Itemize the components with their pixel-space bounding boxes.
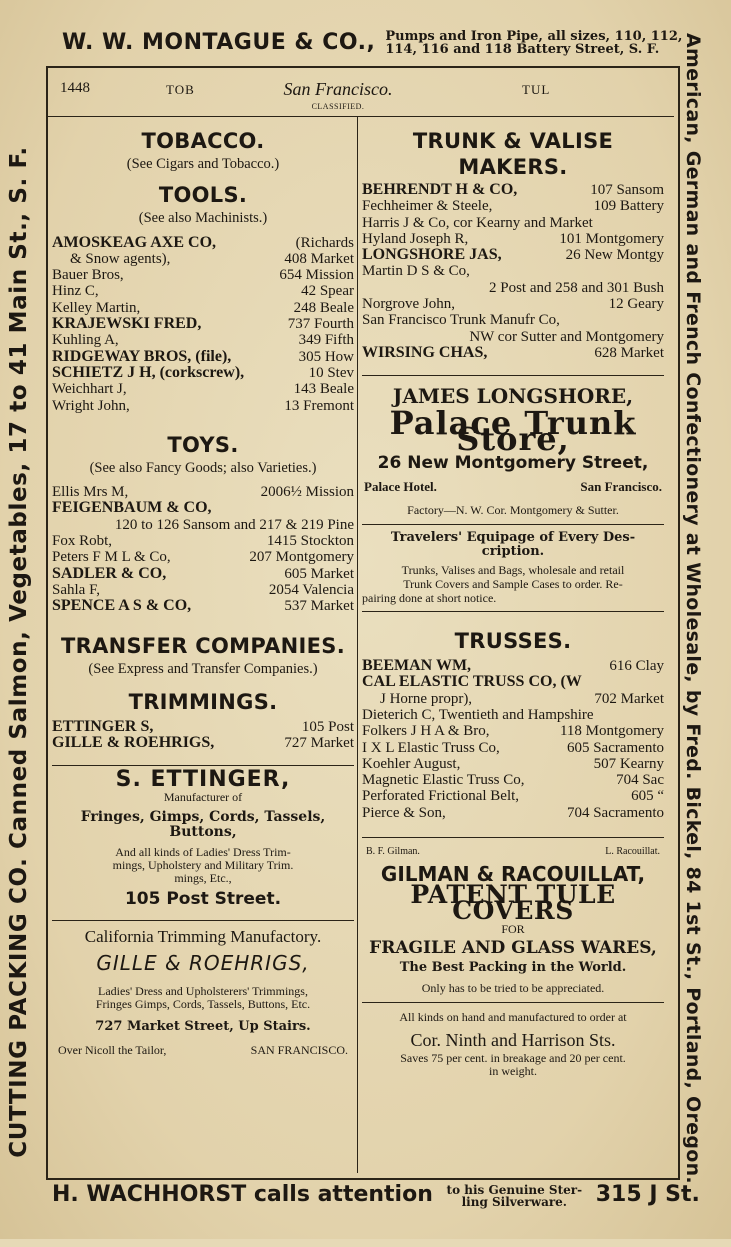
list-item: J Horne propr), 702 Market (380, 690, 664, 707)
top-advertisement (62, 30, 691, 64)
trunk-list (362, 182, 664, 280)
longshore-ad-line: pairing done at short notice. (362, 591, 497, 606)
header-left-key: TOB (166, 82, 195, 97)
list-item: WIRSING CHAS, 628 Market (362, 343, 664, 361)
top-ad-line1: Pumps and Iron Pipe, all sizes, 110, 112, (385, 29, 683, 44)
list-item: NW cor Sutter and Montgomery (469, 328, 664, 345)
page-number: 1448 (60, 80, 90, 96)
section-title-toys: TOYS. (167, 432, 239, 457)
entry-name: Norgrove John, (362, 296, 456, 313)
side-advertisement-left: CUTTING PACKING CO. Canned Salmon, Vegetables, 17 to 41 Main St., S. F. (6, 146, 32, 1158)
bottom-advertisement (52, 1182, 700, 1209)
list-item (362, 312, 664, 328)
entry-name: SADLER & CO, (52, 564, 167, 582)
list-item (52, 381, 354, 397)
entry-name: ETTINGER S, (52, 717, 154, 735)
entry-name: SCHIETZ J H, (corkscrew), (52, 363, 245, 381)
ettinger-advertisement (52, 767, 354, 910)
list-item (52, 332, 354, 348)
list-item (52, 582, 354, 598)
gilman-ad-line: PATENT TULE COVERS (410, 879, 616, 925)
longshore-ad-line: Palace Hotel. San Francisco. (364, 479, 662, 495)
rule (362, 837, 664, 838)
entry-name: Martin D S & Co, (362, 263, 470, 280)
rule (362, 1002, 664, 1003)
ettinger-ad-name: S. ETTINGER, (115, 767, 291, 793)
list-item: Ellis Mrs M, 2006½ Mission (52, 484, 354, 501)
gilman-ad-line: in weight. (489, 1063, 537, 1078)
entry-address: 10 Stev (308, 364, 354, 381)
entry-name: Fechheimer & Steele, (362, 198, 493, 215)
list-item (362, 182, 664, 198)
ettinger-ad-line: Fringes, Gimps, Cords, Tassels, (80, 809, 326, 826)
header-rule (48, 116, 674, 117)
gille-ad-name: GILLE & ROEHRIGS, (96, 950, 310, 975)
list-item (362, 215, 664, 231)
entry-address: 26 New Montgy (565, 247, 664, 264)
entry-address: 605 Market (284, 565, 354, 582)
entry-address: 349 Fifth (298, 332, 354, 349)
gilman-ad-partners: B. F. Gilman. L. Racouillat. (366, 846, 660, 858)
entry-name: Sahla F, (52, 581, 100, 598)
gille-ad-line: Ladies' Dress and Upholsterers' Trimmings, (98, 984, 308, 999)
entry-name: Koehler August, (362, 755, 461, 772)
entry-name: Perforated Frictional Belt, (362, 788, 520, 805)
entry-name: I X L Elastic Truss Co, (362, 739, 500, 756)
list-item (362, 788, 664, 804)
longshore-ad-address: 26 New Montgomery Street, (377, 453, 649, 474)
entry-address: 704 Sac (616, 772, 664, 789)
gilman-ad-line: The Best Packing in the World. (399, 959, 627, 975)
entry-name: Dieterich C, Twentieth and Hampshire (362, 706, 594, 723)
top-ad-details (385, 30, 682, 56)
list-item (362, 772, 664, 788)
entry-name: San Francisco Trunk Manufr Co, (362, 312, 560, 329)
list-item (52, 398, 354, 414)
gille-ad-line: California Trimming Manufactory. (84, 926, 322, 946)
entry-address: 105 Post (301, 718, 354, 735)
tools-list (52, 267, 354, 414)
list-item (52, 735, 354, 751)
list-item: 2 Post and 258 and 301 Bush (488, 279, 664, 296)
section-title-trusses: TRUSSES. (454, 629, 572, 654)
list-item (52, 300, 354, 316)
ettinger-ad-line: And all kinds of Ladies' Dress Trim- (115, 845, 291, 860)
gilman-ad-name: GILMAN & RACOUILLAT, (380, 862, 646, 887)
toys-list (52, 533, 354, 614)
entry-name: LONGSHORE JAS, (362, 246, 502, 264)
section-title-tools: TOOLS. (158, 183, 248, 208)
entry-address: 737 Fourth (287, 316, 354, 333)
entry-address: 12 Geary (608, 296, 664, 313)
entry-address: 13 Fremont (284, 397, 354, 414)
longshore-ad-name: JAMES LONGSHORE, (392, 384, 634, 409)
ettinger-ad-line: Buttons, (169, 824, 237, 841)
entry-name: KRAJEWSKI FRED, (52, 315, 202, 333)
entry-name: Harris J & Co, cor Kearny and Market (362, 214, 593, 231)
column-divider (357, 117, 358, 1173)
entry-name: Folkers J H A & Bro, (362, 723, 490, 740)
list-item (52, 267, 354, 283)
bottom-ad-details (447, 1184, 583, 1208)
gille-ad-footer: Over Nicoll the Tailor, SAN FRANCISCO. (58, 1042, 348, 1057)
gille-advertisement (52, 926, 354, 1058)
section-title-tobacco: TOBACCO. (141, 129, 265, 153)
rule (52, 920, 354, 921)
section-title-transfer: TRANSFER COMPANIES. (60, 633, 346, 658)
gilman-ad-line: FRAGILE AND GLASS WARES, (369, 937, 657, 958)
list-item (362, 231, 664, 247)
gilman-ad-address: Cor. Ninth and Harrison Sts. (410, 1029, 616, 1050)
entry-name: Kelley Martin, (52, 299, 141, 316)
list-item (362, 740, 664, 756)
entry-address: 704 Sacramento (566, 804, 664, 821)
entry-name: Hinz C, (52, 283, 99, 300)
trunk-list-2 (362, 296, 664, 329)
bottom-ad-line: to his Genuine Ster- (446, 1183, 583, 1197)
see-toys: (See also Fancy Goods; also Varieties.) (89, 459, 317, 476)
entry-name: Kuhling A, (52, 332, 119, 349)
longshore-advertisement (362, 384, 664, 606)
list-item: AMOSKEAG AXE CO, (Richards (52, 233, 354, 251)
bottom-ad-name: H. WACHHORST calls attention (52, 1182, 433, 1207)
entry-address: 605 “ (631, 788, 664, 805)
trusses-list (362, 707, 664, 821)
list-item (362, 296, 664, 312)
side-advertisement-right: American, German and French Confectionery at Wholesale, by Fred. Bickel, 84 1st St., Portland, Oregon. (682, 33, 704, 1184)
entry-name: Weichhart J, (52, 381, 127, 398)
entry-name: Hyland Joseph R, (362, 230, 469, 247)
header-right-key: TUL (522, 82, 551, 97)
entry-address: 1415 Stockton (266, 533, 354, 550)
gilman-ad-line: FOR (501, 922, 525, 937)
entry-address: 727 Market (284, 735, 354, 752)
list-item (52, 316, 354, 332)
list-item (52, 533, 354, 549)
entry-address: 42 Spear (301, 283, 354, 300)
bottom-ad-address: 315 J St. (595, 1182, 700, 1207)
list-item (52, 566, 354, 582)
top-ad-line2: 114, 116 and 118 Battery Street, S. F. (385, 42, 660, 57)
ettinger-ad-line: mings, Upholstery and Military Trim. (112, 858, 294, 873)
rule (362, 524, 664, 525)
list-item (362, 805, 664, 821)
entry-name: Pierce & Son, (362, 804, 446, 821)
entry-address: 207 Montgomery (249, 549, 354, 566)
rule (52, 765, 354, 766)
longshore-ad-line: Trunk Covers and Sample Cases to order. Re- (403, 577, 623, 592)
entry-address: 248 Beale (293, 299, 354, 316)
list-item: CAL ELASTIC TRUSS CO, (W (362, 673, 582, 691)
entry-address: 507 Kearny (593, 755, 664, 772)
trimmings-list (52, 719, 354, 752)
list-item: & Snow agents), 408 Market (70, 250, 354, 267)
list-item (52, 598, 354, 614)
longshore-ad-line: cription. (481, 544, 545, 560)
entry-address: 2054 Valencia (268, 581, 354, 598)
entry-address: 305 How (298, 348, 354, 365)
entry-name: Fox Robt, (52, 533, 113, 550)
top-ad-firm: W. W. MONTAGUE & CO., (62, 30, 376, 55)
list-item (362, 723, 664, 739)
right-column (362, 120, 664, 1078)
rule (362, 375, 664, 376)
gilman-ad-line: Saves 75 per cent. in breakage and 20 per cent. (400, 1050, 626, 1065)
list-item (362, 247, 664, 263)
longshore-ad-line: Travelers' Equipage of Every Des- (390, 530, 636, 546)
list-item (362, 263, 664, 279)
list-item (52, 365, 354, 381)
ettinger-ad-line: Manufacturer of (163, 789, 243, 804)
entry-name: Magnetic Elastic Truss Co, (362, 772, 525, 789)
list-item (362, 756, 664, 772)
list-item: BEEMAN WM, 616 Clay (362, 657, 664, 675)
see-transfer: (See Express and Transfer Companies.) (88, 660, 318, 677)
ettinger-ad-address: 105 Post Street. (124, 889, 282, 910)
entry-address: 605 Sacramento (566, 739, 664, 756)
entry-address: 143 Beale (293, 381, 354, 398)
gille-ad-line: Fringes Gimps, Cords, Tassels, Buttons, Etc. (95, 997, 311, 1012)
section-title-trunk: TRUNK & VALISE MAKERS. (412, 129, 614, 179)
list-item: FEIGENBAUM & CO, (52, 499, 212, 517)
entry-address: 654 Mission (279, 267, 354, 284)
see-tools: (See also Machinists.) (138, 210, 268, 227)
left-column (52, 120, 354, 1058)
bottom-ad-line: ling Silverware. (461, 1195, 567, 1209)
gilman-ad-line: All kinds on hand and manufactured to order at (399, 1010, 627, 1025)
entry-name: Peters F M L & Co, (52, 549, 171, 566)
entry-address: 107 Sansom (590, 182, 664, 198)
list-item (362, 198, 664, 214)
list-item (52, 349, 354, 365)
entry-address: 101 Montgomery (559, 230, 664, 247)
gilman-advertisement (362, 844, 664, 1078)
entry-name: BEHRENDT H & CO, (362, 181, 518, 198)
list-item (362, 707, 664, 723)
longshore-ad-line: Factory—N. W. Cor. Montgomery & Sutter. (407, 502, 619, 517)
entry-name: GILLE & ROEHRIGS, (52, 734, 215, 752)
longshore-ad-line: Trunks, Valises and Bags, wholesale and retail (401, 563, 625, 578)
header-classified: CLASSIFIED. (311, 102, 365, 111)
entry-name: Wright John, (52, 397, 130, 414)
longshore-ad-store: Palace Trunk Store, (389, 403, 637, 458)
see-tobacco: (See Cigars and Tobacco.) (126, 156, 280, 172)
gilman-ad-line: Only has to be tried to be appreciated. (421, 981, 605, 996)
header-city: San Francisco. (283, 79, 393, 99)
entry-name: SPENCE A S & CO, (52, 597, 192, 615)
list-item (52, 283, 354, 299)
gille-ad-address: 727 Market Street, Up Stairs. (95, 1019, 311, 1035)
entry-name: Bauer Bros, (52, 267, 124, 284)
section-title-trimmings: TRIMMINGS. (128, 689, 278, 714)
list-item (52, 719, 354, 735)
list-item (52, 549, 354, 565)
entry-address: 537 Market (284, 598, 354, 615)
page-header (58, 78, 668, 114)
ettinger-ad-line: mings, Etc., (174, 871, 232, 886)
rule (362, 611, 664, 612)
entry-name: RIDGEWAY BROS, (file), (52, 347, 232, 365)
entry-address: 118 Montgomery (559, 723, 664, 740)
entry-address: 109 Battery (593, 198, 664, 215)
list-item: 120 to 126 Sansom and 217 & 219 Pine (114, 516, 354, 533)
